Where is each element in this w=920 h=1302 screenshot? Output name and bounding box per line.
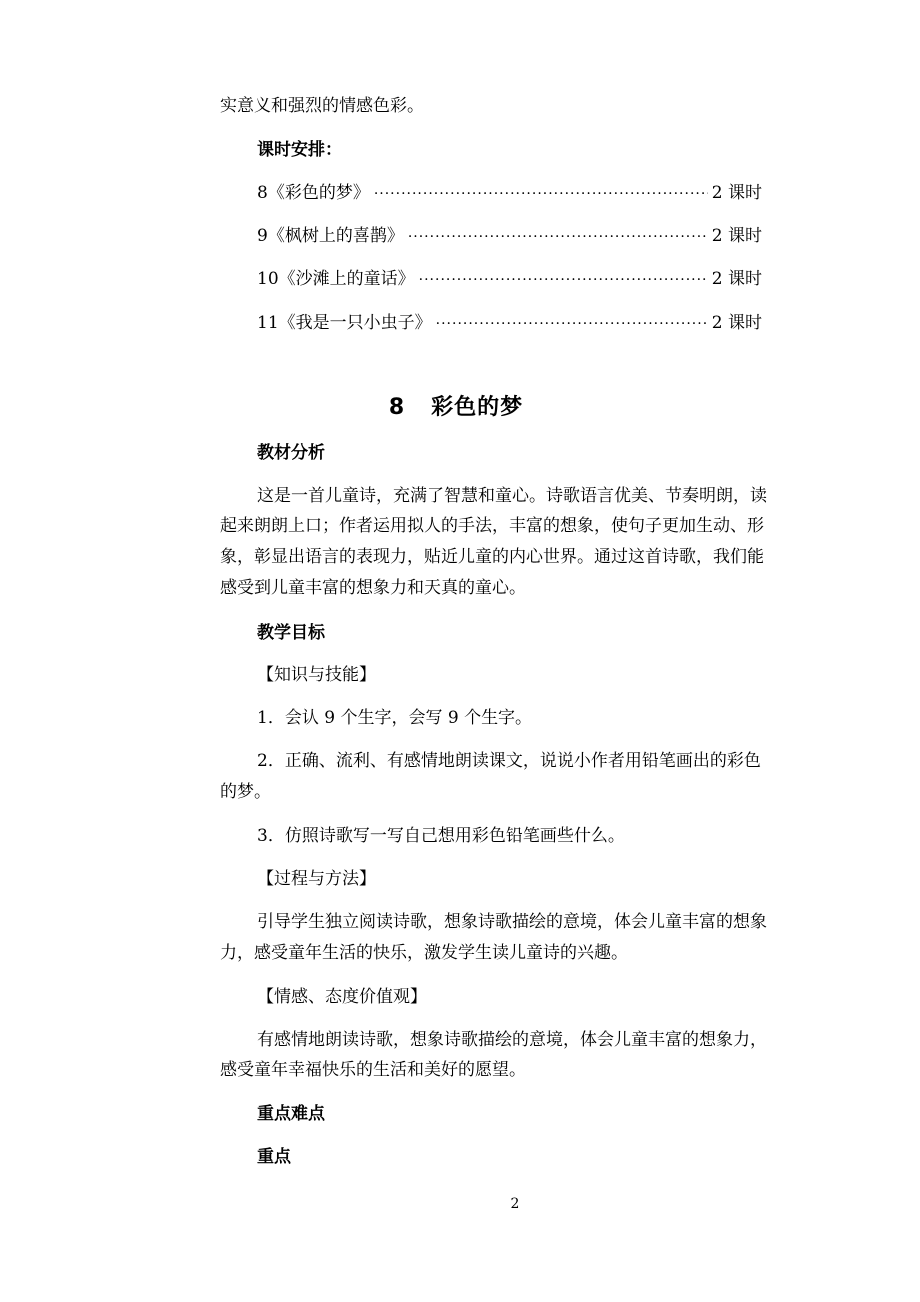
toc-entry [257,268,762,290]
toc-entry-title: 8《彩色的梦》 [257,183,370,203]
toc-entry [257,182,762,204]
emotion-line: 有感情地朗读诗歌，想象诗歌描绘的意境，体会儿童丰富的想象力， [257,1030,767,1050]
knowledge-heading: 【知识与技能】 [257,665,376,685]
process-line: 引导学生独立阅读诗歌，想象诗歌描绘的意境，体会儿童丰富的想象 [257,912,767,932]
toc-entry-title: 10《沙滩上的童话》 [257,269,415,289]
knowledge-item: 1．会认 9 个生字，会写 9 个生字。 [257,708,533,728]
schedule-heading: 课时安排： [257,140,342,160]
toc-entry [257,225,762,247]
analysis-line: 感受到儿童丰富的想象力和天真的童心。 [220,578,526,598]
toc-leader-dots [374,183,708,205]
analysis-line: 象，彰显出语言的表现力，贴近儿童的内心世界。通过这首诗歌，我们能 [220,547,764,567]
intro-tail: 实意义和强烈的情感色彩。 [220,96,424,116]
lesson-title [0,393,920,423]
toc-entry-hours: 2 课时 [711,226,762,246]
toc-leader-dots [419,269,708,291]
toc-entry-title: 9《枫树上的喜鹊》 [257,226,404,246]
analysis-heading: 教材分析 [257,443,325,463]
emotion-heading: 【情感、态度价值观】 [257,987,427,1007]
key-points-heading: 重点难点 [257,1104,325,1124]
page-number: 2 [510,1196,520,1212]
analysis-line: 起来朗朗上口；作者运用拟人的手法，丰富的想象，使句子更加生动、形 [220,516,764,536]
process-line: 力，感受童年生活的快乐，激发学生读儿童诗的兴趣。 [220,943,628,963]
lesson-number: 8 [388,395,406,420]
analysis-line: 这是一首儿童诗，充满了智慧和童心。诗歌语言优美、节奏明朗，读 [257,486,767,506]
lesson-name: 彩色的梦 [431,395,524,420]
toc-entry-hours: 2 课时 [711,269,762,289]
key-points-subheading: 重点 [257,1147,291,1167]
process-heading: 【过程与方法】 [257,869,376,889]
goals-heading: 教学目标 [257,623,325,643]
toc-entry-title: 11《我是一只小虫子》 [257,313,432,333]
toc-leader-dots [408,226,708,248]
knowledge-item: 3．仿照诗歌写一写自己想用彩色铅笔画些什么。 [257,826,625,846]
knowledge-item: 2．正确、流利、有感情地朗读课文，说说小作者用铅笔画出的彩色 [257,751,761,771]
toc-entry-hours: 2 课时 [711,183,762,203]
emotion-line: 感受童年幸福快乐的生活和美好的愿望。 [220,1060,526,1080]
toc-leader-dots [436,313,708,335]
toc-entry-hours: 2 课时 [711,313,762,333]
knowledge-item-continuation: 的梦。 [220,782,271,802]
toc-entry [257,312,762,334]
